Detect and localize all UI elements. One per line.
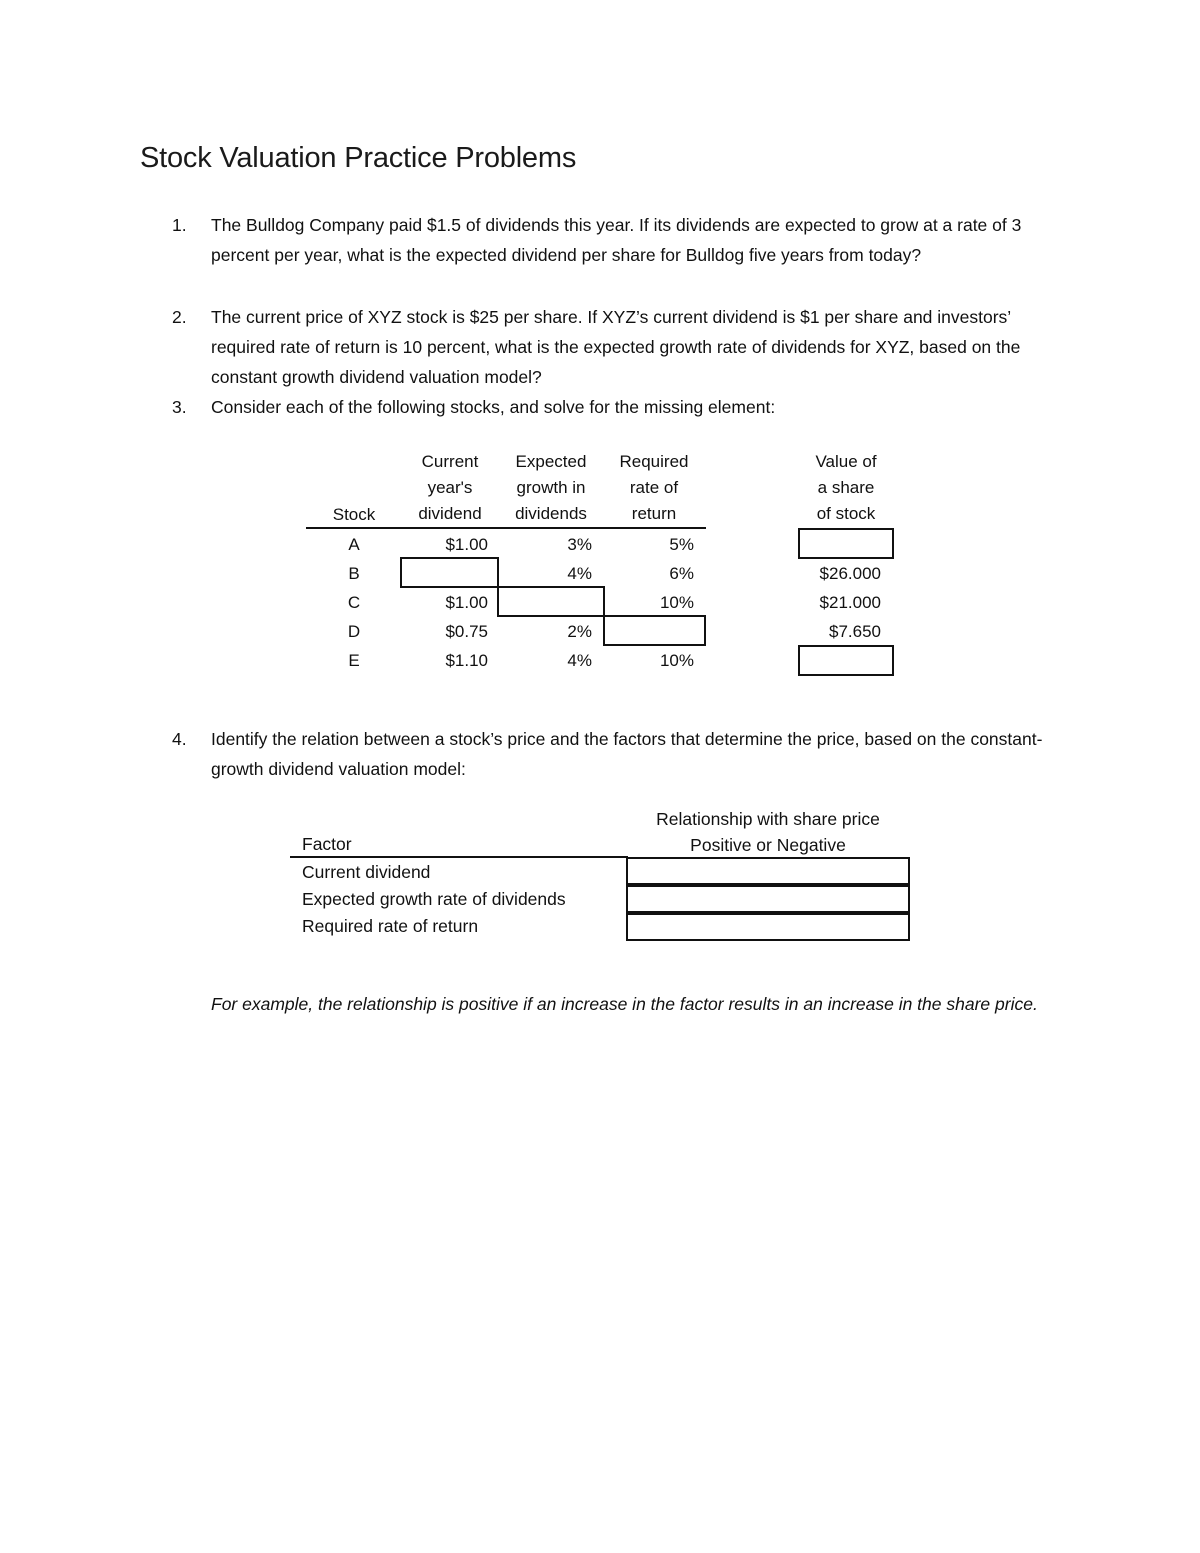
- header-line: year's: [427, 478, 473, 497]
- cell-required: 10%: [659, 593, 694, 612]
- factor-header: Factor: [302, 834, 352, 854]
- header-growth: [503, 449, 599, 527]
- answer-box-relationship-required[interactable]: [626, 913, 910, 941]
- relationship-header: [626, 806, 910, 858]
- page-title: Stock Valuation Practice Problems: [140, 142, 577, 174]
- header-line: dividends: [515, 504, 587, 523]
- question-1: [172, 210, 1072, 270]
- header-line: dividend: [418, 504, 482, 523]
- question-text: The current price of XYZ stock is $25 per share. If XYZ’s current dividend is $1 per share and investors’ required rate of return is 10 percent, what is the expected growth rate of dividends for XYZ, based on the constant growth dividend valuation model?: [211, 307, 1021, 387]
- header-rule: [306, 527, 706, 529]
- cell-stock: B: [348, 564, 360, 583]
- header-required: [606, 449, 702, 527]
- header-dividend: [405, 449, 495, 527]
- answer-box-growth-c[interactable]: [497, 586, 605, 617]
- header-line: Required: [619, 452, 689, 471]
- factor-label: Required rate of return: [302, 916, 479, 936]
- cell-dividend: $1.10: [445, 651, 488, 670]
- question-4: [172, 724, 1072, 784]
- question-number: 2.: [172, 307, 187, 327]
- cell-stock: E: [348, 651, 360, 670]
- cell-value: $7.650: [829, 622, 881, 641]
- header-line: Expected: [515, 452, 587, 471]
- answer-box-value-e[interactable]: [798, 645, 894, 676]
- question-number: 3.: [172, 397, 187, 417]
- factor-header-rule: [290, 856, 628, 858]
- question-text: The Bulldog Company paid $1.5 of dividends this year. If its dividends are expected to grow at a rate of 3 percent per year, what is the expected dividend per share for Bulldog five years from today?: [211, 215, 1022, 265]
- answer-box-dividend-b[interactable]: [400, 557, 499, 588]
- cell-required: 6%: [669, 564, 694, 583]
- cell-growth: 4%: [567, 651, 592, 670]
- header-line: a share: [817, 478, 875, 497]
- cell-required: 5%: [669, 535, 694, 554]
- header-line: Value of: [815, 452, 877, 471]
- cell-value: $26.000: [819, 564, 881, 583]
- cell-required: 10%: [659, 651, 694, 670]
- cell-stock: A: [348, 535, 360, 554]
- example-note: For example, the relationship is positive if an increase in the factor results in an increase in the share price.: [211, 994, 1038, 1014]
- question-3: [172, 392, 1072, 422]
- question-number: 4.: [172, 729, 187, 749]
- answer-box-relationship-growth[interactable]: [626, 885, 910, 913]
- question-text: Consider each of the following stocks, and solve for the missing element:: [211, 397, 776, 417]
- answer-box-relationship-dividend[interactable]: [626, 857, 910, 885]
- header-value: [800, 449, 892, 527]
- header-line: of stock: [816, 504, 876, 523]
- cell-stock: D: [347, 622, 361, 641]
- header-line: Relationship with share price: [656, 809, 880, 829]
- cell-growth: 2%: [567, 622, 592, 641]
- answer-box-value-a[interactable]: [798, 528, 894, 559]
- factor-label: Current dividend: [302, 862, 431, 882]
- header-line: return: [631, 504, 677, 523]
- cell-dividend: $1.00: [445, 593, 488, 612]
- cell-stock: C: [347, 593, 361, 612]
- cell-dividend: $1.00: [445, 535, 488, 554]
- cell-growth: 4%: [567, 564, 592, 583]
- factor-label: Expected growth rate of dividends: [302, 889, 566, 909]
- header-line: Positive or Negative: [690, 835, 846, 855]
- header-line: Current: [421, 452, 479, 471]
- answer-box-required-d[interactable]: [603, 615, 706, 646]
- header-stock: Stock: [332, 505, 376, 524]
- cell-growth: 3%: [567, 535, 592, 554]
- header-line: growth in: [516, 478, 586, 497]
- question-2: [172, 302, 1072, 392]
- cell-dividend: $0.75: [445, 622, 488, 641]
- question-text: Identify the relation between a stock’s price and the factors that determine the price, based on the constant-growth dividend valuation model:: [211, 729, 1043, 779]
- header-line: rate of: [629, 478, 679, 497]
- question-number: 1.: [172, 215, 187, 235]
- cell-value: $21.000: [819, 593, 881, 612]
